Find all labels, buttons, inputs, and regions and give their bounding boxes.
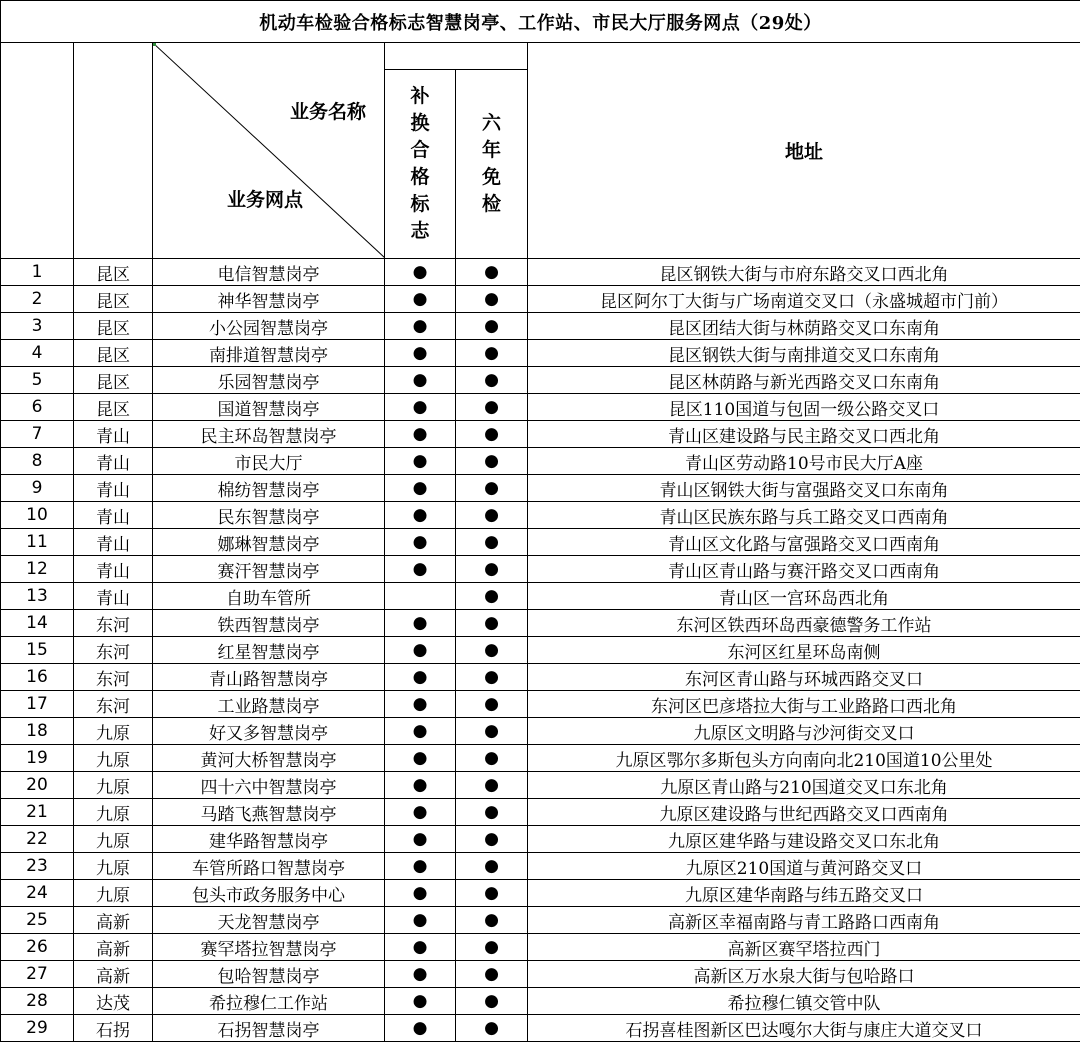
- row-exempt-mark: ●: [456, 880, 528, 907]
- row-service-point: 乐园智慧岗亭: [153, 367, 385, 394]
- row-replace-mark: ●: [385, 799, 456, 826]
- header-address: 地址: [528, 43, 1080, 259]
- row-exempt-mark: ●: [456, 745, 528, 772]
- row-district: 高新: [74, 907, 153, 934]
- row-district: 东河: [74, 664, 153, 691]
- row-service-point: 工业路慧岗亭: [153, 691, 385, 718]
- row-replace-mark: ●: [385, 475, 456, 502]
- page-title: 机动车检验合格标志智慧岗亭、工作站、市民大厅服务网点（29处）: [1, 1, 1080, 43]
- row-replace-mark: ●: [385, 529, 456, 556]
- row-service-point: 希拉穆仁工作站: [153, 988, 385, 1015]
- row-address: 昆区钢铁大街与南排道交叉口东南角: [528, 340, 1080, 367]
- row-address: 九原区鄂尔多斯包头方向南向北210国道10公里处: [528, 745, 1080, 772]
- row-service-point: 娜琳智慧岗亭: [153, 529, 385, 556]
- row-district: 九原: [74, 880, 153, 907]
- row-exempt-mark: ●: [456, 826, 528, 853]
- row-replace-mark: ●: [385, 691, 456, 718]
- row-district: 昆区: [74, 367, 153, 394]
- row-service-point: 包哈智慧岗亭: [153, 961, 385, 988]
- row-number: 8: [1, 448, 74, 475]
- row-address: 高新区万水泉大街与包哈路口: [528, 961, 1080, 988]
- table-row: [1, 853, 1080, 880]
- row-number: 17: [1, 691, 74, 718]
- header-service-point-label: 业务网点: [227, 185, 303, 212]
- row-number: 20: [1, 772, 74, 799]
- row-address: 青山区一宫环岛西北角: [528, 583, 1080, 610]
- row-replace-mark: ●: [385, 502, 456, 529]
- row-address: 高新区幸福南路与青工路路口西南角: [528, 907, 1080, 934]
- row-number: 4: [1, 340, 74, 367]
- row-replace-mark: ●: [385, 286, 456, 313]
- table-row: [1, 637, 1080, 664]
- table-row: [1, 286, 1080, 313]
- row-address: 昆区110国道与包固一级公路交叉口: [528, 394, 1080, 421]
- row-number: 16: [1, 664, 74, 691]
- row-exempt-mark: ●: [456, 934, 528, 961]
- row-replace-mark: ●: [385, 313, 456, 340]
- row-service-point: 车管所路口智慧岗亭: [153, 853, 385, 880]
- row-service-point: 铁西智慧岗亭: [153, 610, 385, 637]
- row-exempt-mark: ●: [456, 286, 528, 313]
- row-exempt-mark: ●: [456, 637, 528, 664]
- row-number: 9: [1, 475, 74, 502]
- table-row: [1, 529, 1080, 556]
- row-exempt-mark: ●: [456, 421, 528, 448]
- row-exempt-mark: ●: [456, 718, 528, 745]
- row-service-point: 自助车管所: [153, 583, 385, 610]
- row-district: 达茂: [74, 988, 153, 1015]
- row-replace-mark: ●: [385, 556, 456, 583]
- row-address: 青山区建设路与民主路交叉口西北角: [528, 421, 1080, 448]
- row-district: 九原: [74, 826, 153, 853]
- table-row: [1, 664, 1080, 691]
- row-service-point: 棉纺智慧岗亭: [153, 475, 385, 502]
- row-address: 青山区文化路与富强路交叉口西南角: [528, 529, 1080, 556]
- table-row: [1, 799, 1080, 826]
- row-service-point: 电信智慧岗亭: [153, 259, 385, 286]
- row-district: 青山: [74, 556, 153, 583]
- row-address: 九原区建设路与世纪西路交叉口西南角: [528, 799, 1080, 826]
- row-district: 石拐: [74, 1015, 153, 1042]
- row-replace-mark: ●: [385, 421, 456, 448]
- header-number-cell: [1, 43, 74, 259]
- row-number: 15: [1, 637, 74, 664]
- table-row: [1, 556, 1080, 583]
- row-replace-mark: ●: [385, 394, 456, 421]
- table-row: [1, 475, 1080, 502]
- row-address: 青山区劳动路10号市民大厅A座: [528, 448, 1080, 475]
- row-number: 22: [1, 826, 74, 853]
- row-number: 2: [1, 286, 74, 313]
- row-number: 1: [1, 259, 74, 286]
- row-exempt-mark: ●: [456, 772, 528, 799]
- row-service-point: 包头市政务服务中心: [153, 880, 385, 907]
- row-exempt-mark: ●: [456, 664, 528, 691]
- row-number: 29: [1, 1015, 74, 1042]
- row-service-point: 青山路智慧岗亭: [153, 664, 385, 691]
- row-service-point: 赛汗智慧岗亭: [153, 556, 385, 583]
- row-exempt-mark: ●: [456, 529, 528, 556]
- header-diagonal-cell: [153, 43, 385, 259]
- row-exempt-mark: ●: [456, 448, 528, 475]
- table-row: [1, 772, 1080, 799]
- row-replace-mark: ●: [385, 880, 456, 907]
- row-number: 6: [1, 394, 74, 421]
- row-replace-mark: ●: [385, 448, 456, 475]
- row-number: 7: [1, 421, 74, 448]
- row-exempt-mark: ●: [456, 394, 528, 421]
- row-service-point: 好又多智慧岗亭: [153, 718, 385, 745]
- row-address: 东河区青山路与环城西路交叉口: [528, 664, 1080, 691]
- table-row: [1, 610, 1080, 637]
- row-address: 昆区林荫路与新光西路交叉口东南角: [528, 367, 1080, 394]
- row-exempt-mark: ●: [456, 799, 528, 826]
- row-district: 九原: [74, 853, 153, 880]
- row-address: 昆区钢铁大街与市府东路交叉口西北角: [528, 259, 1080, 286]
- row-address: 东河区铁西环岛西豪德警务工作站: [528, 610, 1080, 637]
- row-number: 26: [1, 934, 74, 961]
- row-replace-mark: ●: [385, 664, 456, 691]
- row-address: 九原区青山路与210国道交叉口东北角: [528, 772, 1080, 799]
- row-address: 青山区青山路与赛汗路交叉口西南角: [528, 556, 1080, 583]
- row-service-point: 马踏飞燕智慧岗亭: [153, 799, 385, 826]
- row-exempt-mark: ●: [456, 502, 528, 529]
- row-number: 11: [1, 529, 74, 556]
- row-district: 昆区: [74, 259, 153, 286]
- row-replace-mark: ●: [385, 745, 456, 772]
- row-address: 九原区建华南路与纬五路交叉口: [528, 880, 1080, 907]
- row-replace-mark: ●: [385, 988, 456, 1015]
- row-district: 九原: [74, 772, 153, 799]
- header-exempt-cell: [456, 70, 528, 259]
- row-service-point: 赛罕塔拉智慧岗亭: [153, 934, 385, 961]
- row-exempt-mark: ●: [456, 313, 528, 340]
- table-row: [1, 394, 1080, 421]
- row-district: 青山: [74, 475, 153, 502]
- table-row: [1, 718, 1080, 745]
- row-number: 12: [1, 556, 74, 583]
- row-district: 青山: [74, 583, 153, 610]
- table-row: [1, 367, 1080, 394]
- header-district-cell: [74, 43, 153, 259]
- table-row: [1, 880, 1080, 907]
- row-number: 5: [1, 367, 74, 394]
- row-service-point: 市民大厅: [153, 448, 385, 475]
- row-replace-mark: ●: [385, 907, 456, 934]
- row-replace-mark: ●: [385, 934, 456, 961]
- row-service-point: 红星智慧岗亭: [153, 637, 385, 664]
- table-row: [1, 988, 1080, 1015]
- row-address: 昆区团结大街与林荫路交叉口东南角: [528, 313, 1080, 340]
- row-exempt-mark: ●: [456, 556, 528, 583]
- row-district: 昆区: [74, 340, 153, 367]
- table-row: [1, 934, 1080, 961]
- row-service-point: 黄河大桥智慧岗亭: [153, 745, 385, 772]
- row-exempt-mark: ●: [456, 475, 528, 502]
- row-district: 九原: [74, 745, 153, 772]
- table-row: [1, 961, 1080, 988]
- row-address: 希拉穆仁镇交管中队: [528, 988, 1080, 1015]
- row-replace-mark: ●: [385, 367, 456, 394]
- row-exempt-mark: ●: [456, 340, 528, 367]
- table-row: [1, 502, 1080, 529]
- row-district: 东河: [74, 637, 153, 664]
- row-address: 九原区文明路与沙河街交叉口: [528, 718, 1080, 745]
- row-service-point: 南排道智慧岗亭: [153, 340, 385, 367]
- header-service-name-label: 业务名称: [290, 97, 366, 124]
- row-replace-mark: ●: [385, 718, 456, 745]
- row-service-point: 天龙智慧岗亭: [153, 907, 385, 934]
- row-replace-mark: ●: [385, 259, 456, 286]
- diagonal-divider-line: [153, 43, 385, 258]
- row-number: 13: [1, 583, 74, 610]
- row-district: 高新: [74, 934, 153, 961]
- row-exempt-mark: ●: [456, 907, 528, 934]
- row-address: 九原区210国道与黄河路交叉口: [528, 853, 1080, 880]
- row-exempt-mark: ●: [456, 583, 528, 610]
- row-district: 东河: [74, 610, 153, 637]
- table-row: [1, 745, 1080, 772]
- table-row: [1, 313, 1080, 340]
- header-exempt-label: 六年免检: [481, 110, 503, 218]
- row-address: 石拐喜桂图新区巴达嘎尔大街与康庄大道交叉口: [528, 1015, 1080, 1042]
- row-address: 东河区红星环岛南侧: [528, 637, 1080, 664]
- row-number: 25: [1, 907, 74, 934]
- row-district: 青山: [74, 529, 153, 556]
- row-exempt-mark: ●: [456, 853, 528, 880]
- row-replace-mark: ●: [385, 853, 456, 880]
- row-replace-mark: ●: [385, 610, 456, 637]
- row-district: 昆区: [74, 286, 153, 313]
- row-exempt-mark: ●: [456, 691, 528, 718]
- row-number: 10: [1, 502, 74, 529]
- table-row: [1, 691, 1080, 718]
- row-number: 21: [1, 799, 74, 826]
- row-service-point: 国道智慧岗亭: [153, 394, 385, 421]
- row-district: 昆区: [74, 313, 153, 340]
- row-service-point: 神华智慧岗亭: [153, 286, 385, 313]
- row-address: 九原区建华路与建设路交叉口东北角: [528, 826, 1080, 853]
- row-district: 东河: [74, 691, 153, 718]
- table-row: [1, 421, 1080, 448]
- row-exempt-mark: ●: [456, 367, 528, 394]
- row-exempt-mark: ●: [456, 988, 528, 1015]
- row-number: 18: [1, 718, 74, 745]
- row-address: 青山区民族东路与兵工路交叉口西南角: [528, 502, 1080, 529]
- row-district: 九原: [74, 718, 153, 745]
- row-number: 27: [1, 961, 74, 988]
- row-replace-mark: ●: [385, 961, 456, 988]
- row-number: 3: [1, 313, 74, 340]
- row-district: 青山: [74, 448, 153, 475]
- row-number: 14: [1, 610, 74, 637]
- header-replace-label-cell: [385, 70, 456, 259]
- table-row: [1, 826, 1080, 853]
- row-service-point: 民主环岛智慧岗亭: [153, 421, 385, 448]
- row-district: 九原: [74, 799, 153, 826]
- row-exempt-mark: ●: [456, 610, 528, 637]
- table-row: [1, 1015, 1080, 1042]
- row-number: 23: [1, 853, 74, 880]
- row-number: 19: [1, 745, 74, 772]
- row-number: 24: [1, 880, 74, 907]
- row-service-point: 民东智慧岗亭: [153, 502, 385, 529]
- row-service-point: 石拐智慧岗亭: [153, 1015, 385, 1042]
- table-row: [1, 448, 1080, 475]
- table-row: [1, 907, 1080, 934]
- row-exempt-mark: ●: [456, 1015, 528, 1042]
- row-number: 28: [1, 988, 74, 1015]
- row-replace-mark: ●: [385, 340, 456, 367]
- row-address: 昆区阿尔丁大街与广场南道交叉口（永盛城超市门前）: [528, 286, 1080, 313]
- row-service-point: 建华路智慧岗亭: [153, 826, 385, 853]
- row-replace-mark: ●: [385, 772, 456, 799]
- row-service-point: 小公园智慧岗亭: [153, 313, 385, 340]
- row-address: 高新区赛罕塔拉西门: [528, 934, 1080, 961]
- row-address: 东河区巴彦塔拉大街与工业路路口西北角: [528, 691, 1080, 718]
- row-district: 青山: [74, 421, 153, 448]
- row-replace-mark: [385, 583, 456, 610]
- row-district: 昆区: [74, 394, 153, 421]
- row-replace-mark: ●: [385, 826, 456, 853]
- table-row: [1, 583, 1080, 610]
- header-replace-label: 补换合格标志: [409, 83, 431, 245]
- header-group-blank: [385, 43, 528, 70]
- row-replace-mark: ●: [385, 1015, 456, 1042]
- row-service-point: 四十六中智慧岗亭: [153, 772, 385, 799]
- table-row: [1, 340, 1080, 367]
- row-address: 青山区钢铁大街与富强路交叉口东南角: [528, 475, 1080, 502]
- row-exempt-mark: ●: [456, 259, 528, 286]
- row-district: 青山: [74, 502, 153, 529]
- row-district: 高新: [74, 961, 153, 988]
- row-exempt-mark: ●: [456, 961, 528, 988]
- table-row: [1, 259, 1080, 286]
- row-replace-mark: ●: [385, 637, 456, 664]
